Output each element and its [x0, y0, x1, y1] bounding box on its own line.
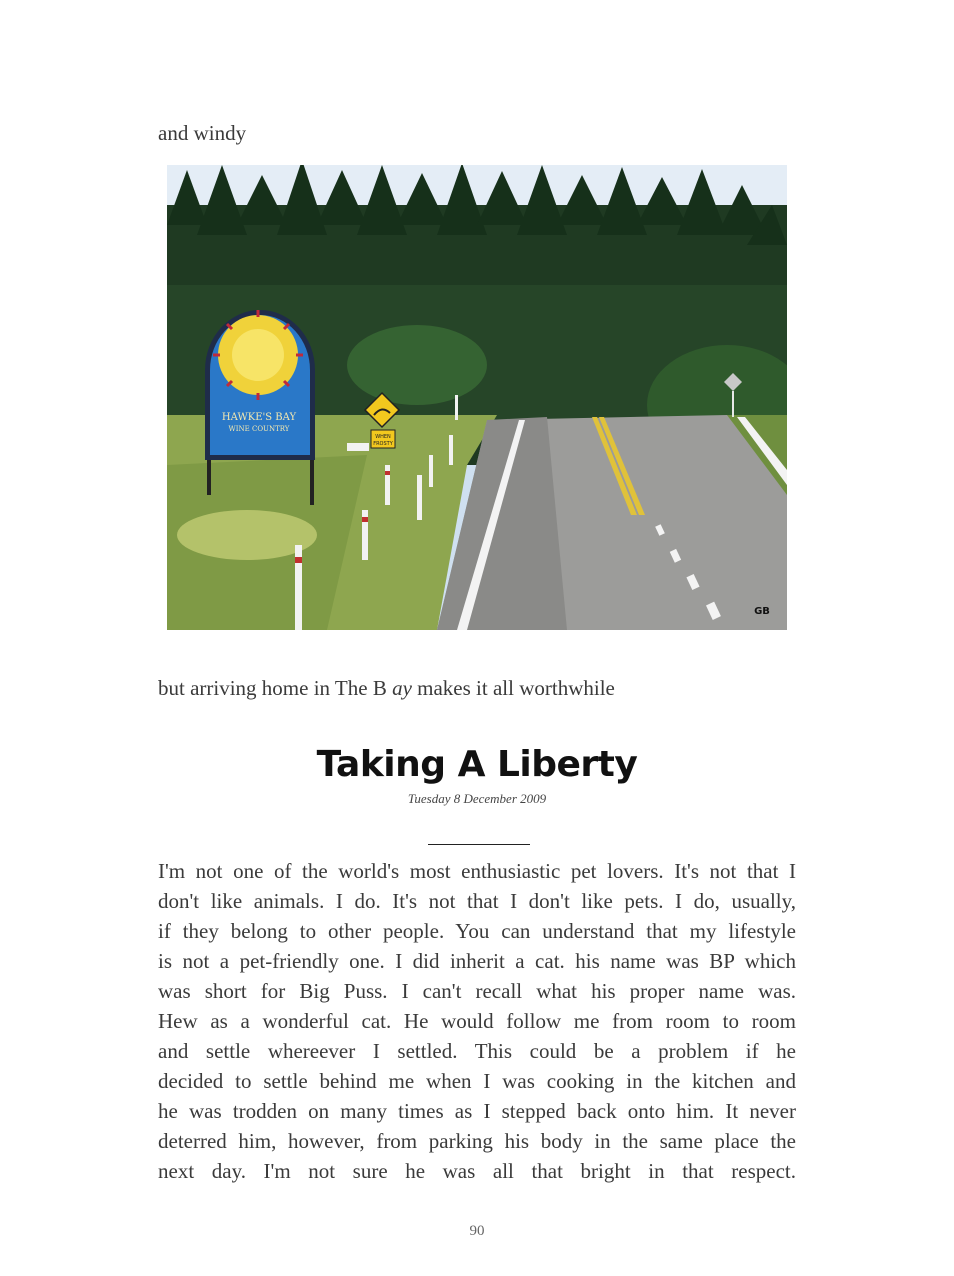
body-line: deterred him, however, from parking his body in the same place the — [158, 1129, 796, 1153]
page-number: 90 — [469, 1223, 485, 1239]
body-line: and settle whereever I settled. This could be a problem if he — [158, 1039, 796, 1063]
body-line: is not a pet-friendly one. I did inherit a cat. his name was BP which — [158, 949, 796, 973]
caption-top: and windy — [158, 121, 247, 145]
sign-text-line2: WINE COUNTRY — [228, 425, 290, 433]
body-line: Hew as a wonderful cat. He would follow me from room to room — [158, 1009, 796, 1033]
body-line: decided to settle behind me when I was cooking in the kitchen and — [158, 1069, 796, 1093]
caption-bottom — [158, 676, 615, 701]
body-line: next day. I'm not sure he was all that bright in that respect. — [158, 1159, 796, 1183]
caption-bottom-part1: but arriving home in The B — [158, 676, 387, 700]
body-line: don't like animals. I do. It's not that I don't like pets. I do, usually, — [158, 889, 796, 913]
body-line: was short for Big Puss. I can't recall what his proper name was. — [158, 979, 796, 1003]
body-line: if they belong to other people. You can understand that my lifestyle — [158, 919, 796, 943]
sign-text-line1: HAWKE'S BAY — [221, 412, 297, 423]
caption-bottom-part3: makes it all worthwhile — [411, 676, 615, 700]
body-line: I'm not one of the world's most enthusiastic pet lovers. It's not that I — [158, 859, 796, 883]
article-body — [158, 856, 796, 1186]
road-sign-text1: WHEN — [375, 434, 391, 440]
title-divider — [428, 844, 530, 845]
article-date: Tuesday 8 December 2009 — [407, 791, 547, 806]
body-line: he was trodden on many times as I stepped back onto him. It never — [158, 1099, 796, 1123]
article-title: Taking A Liberty — [316, 744, 638, 785]
road-photo — [167, 165, 787, 630]
caption-bottom-part2: ay — [392, 676, 412, 700]
road-sign-text2: FROSTY — [373, 441, 393, 447]
photo-credit: GB — [754, 606, 770, 617]
